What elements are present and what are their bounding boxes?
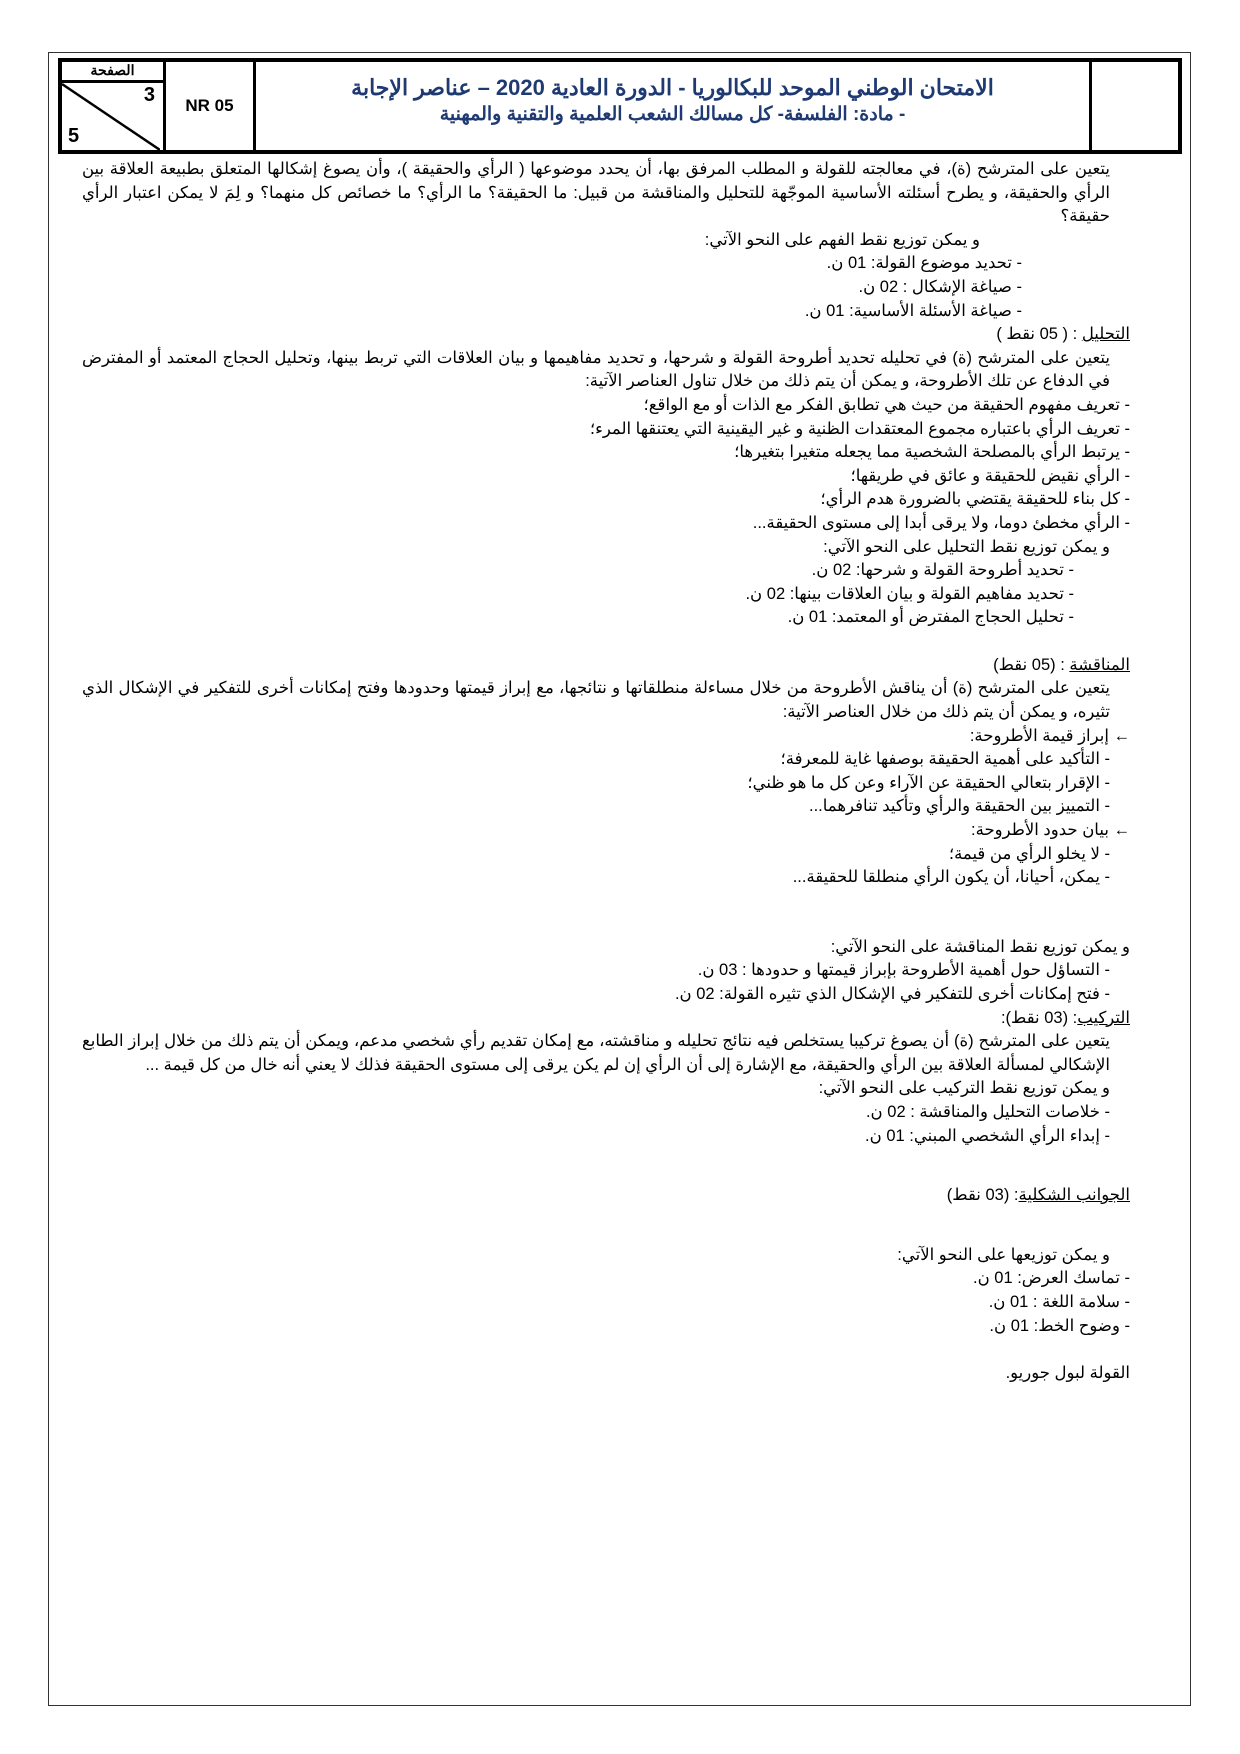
intro-item: - صياغة الإشكال : 02 ن.	[858, 277, 1022, 296]
discussion-paragraph: يتعين على المترشح (ة) أن يناقش الأطروحة من خلال مساءلة منطلقاتها و نتائجها، مع إبراز قيمتها وحدودها وفتح إمكانات أخرى للتفكير في الإشكال الذي تثيره، و يمكن أن يتم ذلك من خلال العناصر الآتية:	[82, 679, 1110, 722]
page-label: الصفحة	[62, 62, 163, 83]
formal-item: - تماسك العرض: 01 ن.	[972, 1269, 1130, 1288]
exam-title	[256, 62, 1092, 150]
discussion-value-item: - التمييز بين الحقيقة والرأي وتأكيد تنافرهما...	[809, 797, 1110, 816]
discussion-value-item: - الإقرار بتعالي الحقيقة عن الآراء وعن كل ما هو ظني؛	[747, 773, 1110, 792]
discussion-limits-item: - يمكن، أحيانا، أن يكون الرأي منطلقا للحقيقة...	[792, 868, 1110, 887]
analysis-element: - تعريف مفهوم الحقيقة من حيث هي تطابق الفكر مع الذات أو مع الواقع؛	[643, 395, 1130, 414]
analysis-distribution: و يمكن توزيع نقط التحليل على النحو الآتي:	[823, 537, 1110, 556]
intro-item: - تحديد موضوع القولة: 01 ن.	[826, 254, 1022, 273]
discussion-item: - فتح إمكانات أخرى للتفكير في الإشكال الذي تثيره القولة: 02 ن.	[674, 985, 1110, 1003]
analysis-element: - الرأي مخطئ دوما، ولا يرقى أبدا إلى مستوى الحقيقة...	[752, 513, 1130, 532]
synthesis-item: - خلاصات التحليل والمناقشة : 02 ن.	[865, 1102, 1110, 1121]
footer-note: القولة لبول جوريو.	[1005, 1364, 1130, 1383]
formal-heading-line	[82, 1184, 1130, 1208]
discussion-points: : (05 نقط)	[993, 655, 1070, 674]
page-total: 5	[68, 125, 80, 147]
discussion-heading-line	[82, 654, 1130, 678]
analysis-element: - كل بناء للحقيقة يقتضي بالضرورة هدم الرأي؛	[820, 490, 1130, 509]
empty-cell	[1092, 62, 1178, 150]
page-number: 3	[143, 84, 155, 106]
synthesis-heading-line	[82, 1007, 1130, 1031]
analysis-heading-line	[82, 323, 1130, 347]
synthesis-heading: التركيب	[1077, 1008, 1130, 1027]
formal-item: - سلامة اللغة : 01 ن.	[988, 1292, 1130, 1311]
analysis-item: - تحليل الحجاج المفترض أو المعتمد: 01 ن.	[787, 608, 1074, 627]
formal-points: : (03 نقط)	[946, 1186, 1019, 1205]
synthesis-points: : (03 نقط):	[1000, 1008, 1078, 1027]
synthesis-item: - إبداء الرأي الشخصي المبني: 01 ن.	[865, 1126, 1110, 1145]
discussion-limits-item: - لا يخلو الرأي من قيمة؛	[948, 844, 1110, 863]
discussion-item: - التساؤل حول أهمية الأطروحة بإبراز قيمتها و حدودها : 03 ن.	[697, 961, 1110, 980]
title-line-2: - مادة: الفلسفة- كل مسالك الشعب العلمية والتقنية والمهنية	[439, 104, 906, 125]
synthesis-distribution: و يمكن توزيع نقط التركيب على النحو الآتي:	[818, 1079, 1110, 1098]
analysis-points: : ( 05 نقط )	[996, 325, 1082, 344]
exam-code: NR 05	[166, 62, 256, 150]
discussion-distribution: و يمكن توزيع نقط المناقشة على النحو الآتي:	[830, 937, 1130, 956]
analysis-heading: التحليل	[1081, 325, 1130, 344]
intro-item: - صياغة الأسئلة الأساسية: 01 ن.	[804, 301, 1022, 320]
analysis-item: - تحديد مفاهيم القولة و بيان العلاقات بينها: 02 ن.	[745, 584, 1074, 603]
answer-content	[82, 158, 1130, 1386]
exam-header	[58, 58, 1182, 154]
intro-paragraph: يتعين على المترشح (ة)، في معالجته للقولة و المطلب المرفق بها، أن يحدد موضوعها ( الرأي والحقيقة )، وأن يصوغ إشكالها المتعلق بطبيعة العلاقة بين الرأي والحقيقة، و يطرح أسئلته الأساسية الموجّهة للتحليل والمناقشة من قبيل: ما الحقيقة؟ ما الرأي؟ ما خصائص كل منهما؟ و لِمَ لا يمكن اعتبار الرأي حقيقة؟	[82, 160, 1110, 226]
discussion-value-item: - التأكيد على أهمية الحقيقة بوصفها غاية للمعرفة؛	[780, 750, 1110, 769]
formal-distribution: و يمكن توزيعها على النحو الآتي:	[897, 1245, 1110, 1264]
analysis-element: - الرأي نقيض للحقيقة و عائق في طريقها؛	[850, 466, 1130, 485]
analysis-paragraph: يتعين على المترشح (ة) في تحليله تحديد أطروحة القولة و شرحها، و تحديد مفاهيمها و بيان العلاقات التي تربط بينها، وتحليل الحجاج المعتمد أو المفترض في الدفاع عن تلك الأطروحة، و يمكن أن يتم ذلك من خلال تناول العناصر الآتية:	[82, 348, 1110, 391]
discussion-limits-heading: ← بيان حدود الأطروحة:	[971, 821, 1130, 840]
analysis-item: - تحديد أطروحة القولة و شرحها: 02 ن.	[811, 561, 1074, 580]
intro-distribution: و يمكن توزيع نقط الفهم على النحو الآتي:	[704, 230, 980, 249]
analysis-element: - تعريف الرأي باعتباره مجموع المعتقدات الظنية و غير اليقينية التي يعتنقها المرء؛	[589, 419, 1130, 438]
title-line-1: الامتحان الوطني الموحد للبكالوريا - الدورة العادية 2020 – عناصر الإجابة	[351, 75, 994, 100]
formal-heading: الجوانب الشكلية	[1018, 1186, 1130, 1205]
synthesis-paragraph: يتعين على المترشح (ة) أن يصوغ تركيبا يستخلص فيه نتائج تحليله و مناقشته، مع إمكان تقديم رأي شخصي مدعم، ويمكن أن يتم ذلك من خلال إبراز الطابع الإشكالي لمسألة العلاقة بين الرأي والحقيقة، مع الإشارة إلى أن الرأي إن لم يكن يرقى إلى مستوى الحقيقة فذلك لا يعني أنه خال من كل قيمة ...	[82, 1032, 1110, 1074]
discussion-heading: المناقشة	[1069, 655, 1130, 674]
analysis-element: - يرتبط الرأي بالمصلحة الشخصية مما يجعله متغيرا بتغيرها؛	[734, 443, 1130, 462]
discussion-value-heading: ← إبراز قيمة الأطروحة:	[969, 726, 1130, 745]
page-indicator	[62, 62, 166, 150]
formal-item: - وضوح الخط: 01 ن.	[989, 1316, 1130, 1335]
